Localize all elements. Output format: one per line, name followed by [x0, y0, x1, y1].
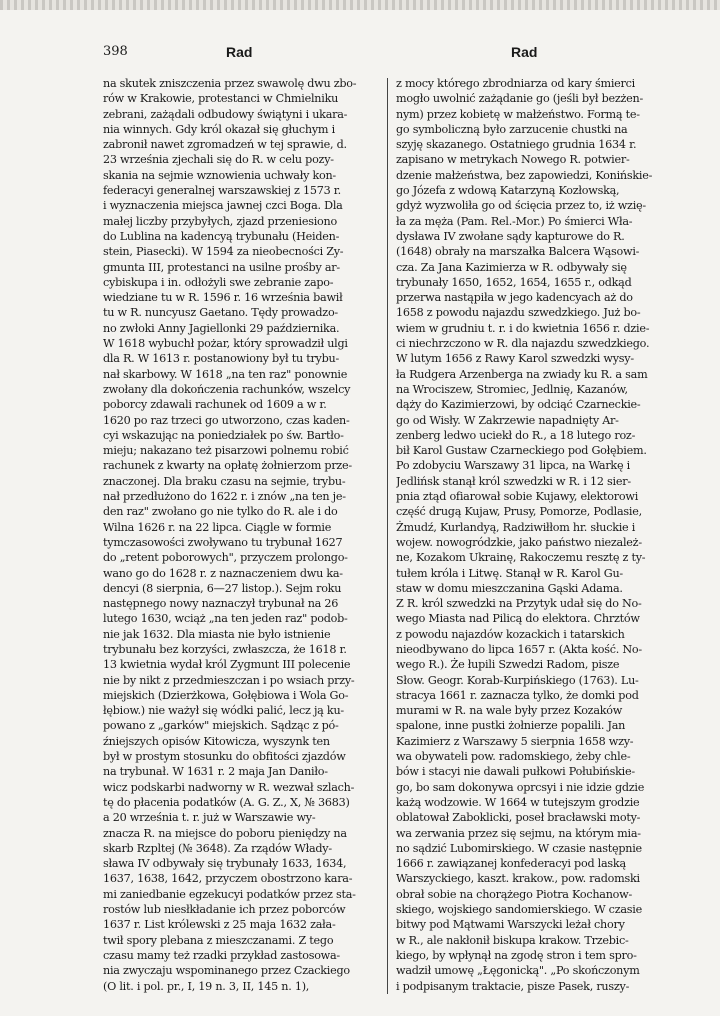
text-line: a 20 września t. r. już w Warszawie wy- — [103, 811, 316, 825]
text-line: z mocy którego zbrodniarza od kary śmierci — [396, 77, 635, 90]
text-line: kiego, by wpłynął na zgodę stron i tem spro- — [396, 948, 637, 962]
text-line: wano go do 1628 r. z naznaczeniem dwu ka- — [103, 566, 343, 580]
text-line: ci niechrzczono w R. dla najazdu szwedzkiego. — [396, 337, 650, 351]
text-line: nał skarbowy. W 1618 „na ten raz" ponownie — [103, 367, 348, 381]
text-line: następnego nowy naznaczył trybunał na 26 — [103, 597, 339, 611]
running-head-right: Rad — [511, 44, 538, 60]
text-line: mi zaniedbanie egzekucyi podatków przez sta- — [103, 887, 356, 901]
text-line: bił Karol Gustaw Czarneckiego pod Gołębiem. — [396, 444, 647, 458]
text-line: do Lublina na kadencyą trybunału (Heiden- — [103, 229, 340, 243]
text-line: Jedlińsk stanął król szwedzki w R. i 12 sier- — [396, 474, 631, 488]
text-line: stein, Piasecki). W 1594 za nieobecności Zy- — [103, 245, 344, 259]
text-line: zabronił nawet zgromadzeń w tej sprawie, d. — [103, 138, 347, 152]
text-line: murami w R. na wale były przez Kozaków — [396, 704, 623, 718]
text-line: nieodbywano do lipca 1657 r. (Akta kość. No- — [396, 642, 642, 656]
text-line: dzenie małżeństwa, bez zapowiedzi, Konińskie- — [396, 168, 653, 182]
text-line: dąży do Kazimierzowi, by odciąć Czarneckie- — [396, 398, 641, 412]
text-line: przerwa nastąpiła w jego kadencyach aż do — [396, 291, 633, 305]
scan-edge-band — [0, 0, 720, 10]
text-line: bów i stacyi nie dawali pułkowi Połubińskie- — [396, 765, 635, 779]
text-line: stracya 1661 r. zaznacza tylko, że domki pod — [396, 688, 639, 702]
text-line: łębiow.) nie ważył się wódki palić, lecz ją ku- — [103, 704, 344, 718]
text-line: go Józefa z wdową Katarzyną Kozłowską, — [396, 184, 620, 198]
text-line: cza. Za Jana Kazimierza w R. odbywały się — [396, 260, 627, 274]
text-line: gdyż wyzwoliła go od ścięcia przez to, iż wzię- — [396, 199, 646, 213]
text-line: Kazimierz z Warszawy 5 sierpnia 1658 wzy- — [396, 734, 634, 748]
text-line: Wilna 1626 r. na 22 lipca. Ciągle w formie — [103, 520, 332, 534]
text-line: Warszyckiego, kaszt. krakow., pow. radomski — [396, 872, 640, 886]
text-line: wiem w grudniu t. r. i do kwietnia 1656 r. dzie- — [396, 321, 650, 335]
text-line: małej liczby przybyłych, zjazd przeniesiono — [103, 214, 337, 228]
text-line: zebrani, zażądali odbudowy świątyni i ukara- — [103, 107, 348, 121]
text-line: (O lit. i pol. pr., I, 19 n. 3, II, 145 n. 1), — [103, 979, 310, 993]
text-line: Po zdobyciu Warszawy 31 lipca, na Warkę i — [396, 459, 630, 473]
text-line: rostów lub niesłkładanie ich przez poborców — [103, 903, 346, 917]
text-line: wego Miasta nad Pilicą do elektora. Chrztów — [396, 612, 640, 626]
text-line: trybunały 1650, 1652, 1654, 1655 r., odkąd — [396, 275, 632, 289]
text-line: 23 września zjechali się do R. w celu pozy- — [103, 153, 334, 167]
text-line: nie by nikt z przedmieszczan i po wsiach przy- — [103, 673, 355, 687]
text-line: nia zwyczaju wspominanego przez Czackiego — [103, 964, 350, 978]
text-line: federacyi generalnej warszawskiej z 1573 r. — [103, 184, 341, 198]
text-line: go, bo sam dokonywa oprcsyi i nie idzie gdzie — [396, 780, 645, 794]
text-line: ne, Kozakom Ukrainę, Rakoczemu resztę z ty- — [396, 551, 646, 565]
text-line: 1620 po raz trzeci go utworzono, czas kaden- — [103, 413, 350, 427]
text-line: 1666 r. zawiązanej konfederacyi pod laską — [396, 857, 626, 871]
text-line: wojew. nowogródzkie, jako państwo niezależ- — [396, 535, 642, 549]
text-line: znacza R. na miejsce do poboru pieniędzy na — [103, 826, 347, 840]
text-line: skiego, wojskiego sandomierskiego. W czasie — [396, 903, 642, 917]
text-line: W 1618 wybuchł pożar, który sprowadził ulgi — [103, 337, 348, 351]
text-line: den raz" zwołano go nie tylko do R. ale i do — [103, 505, 338, 519]
text-line: w R., ale nakłonił biskupa krakow. Trzebic- — [396, 933, 629, 947]
text-line: zenberg ledwo uciekł do R., a 18 lutego roz- — [396, 428, 636, 442]
text-line: lutego 1630, wciąż „na ten jeden raz" podob- — [103, 612, 348, 626]
page-number: 398 — [103, 44, 128, 59]
text-line: do „retent poborowych", przyczem prolongo- — [103, 551, 348, 565]
running-head-left: Rad — [226, 44, 253, 60]
text-line: poborcy zdawali rachunek od 1609 a w r. — [103, 398, 327, 412]
text-line: gmunta III, protestanci na usilne prośby ar- — [103, 260, 340, 274]
text-line: bitwy pod Mątwami Warszycki leżał chory — [396, 918, 625, 932]
text-line: na skutek zniszczenia przez swawolę dwu zbo- — [103, 77, 357, 90]
text-line: no zwłoki Anny Jagiellonki 29 października. — [103, 321, 340, 335]
text-line: ła Rudgera Arzenberga na zwiady ku R. a sam — [396, 367, 648, 381]
text-line: 13 kwietnia wydał król Zygmunt III polecenie — [103, 658, 351, 672]
text-line: nał przedłużono do 1622 r. i znów „na ten je- — [103, 490, 346, 504]
text-line: wa zerwania przez się sejmu, na którym mia- — [396, 826, 641, 840]
text-line: ła za męża (Pam. Rel.-Mor.) Po śmierci Wła- — [396, 214, 633, 228]
page-header — [0, 44, 720, 64]
text-line: dencyi (8 sierpnia, 6—27 listop.). Sejm roku — [103, 581, 342, 595]
text-line: twił spory plebana z mieszczanami. Z tego — [103, 933, 334, 947]
text-line: nia winnych. Gdy król okazał się głuchym i — [103, 122, 335, 136]
text-line: Słow. Geogr. Korab-Kurpińskiego (1763). Lu- — [396, 673, 639, 687]
text-line: trybunału bez korzyści, zwłaszcza, że 1618 r. — [103, 642, 347, 656]
text-line: wego R.). Że łupili Szwedzi Radom, pisze — [396, 658, 620, 672]
text-line: i wyznaczenia miejsca jawnej czci Boga. Dla — [103, 199, 343, 213]
text-line: źniejszych opisów Kitowicza, wyszynk ten — [103, 734, 330, 748]
text-line: oblatował Zaboklicki, poseł bracławski moty- — [396, 811, 641, 825]
text-line: znaczonej. Dla braku czasu na sejmie, trybu- — [103, 474, 346, 488]
text-line: zapisano w metrykach Nowego R. potwier- — [396, 153, 630, 167]
text-line: spalone, inne pustki żołnierze popalili. Jan — [396, 719, 626, 733]
text-column-right — [396, 76, 676, 1006]
text-line: sława IV odbywały się trybunały 1633, 1634, — [103, 857, 347, 871]
text-line: dysława IV zwołane sądy kapturowe do R. — [396, 229, 625, 243]
text-line: mogło uwolnić zażądanie go (jeśli był bezżen- — [396, 92, 643, 106]
text-line: go od Wisły. W Zakrzewie napadnięty Ar- — [396, 413, 619, 427]
text-line: część drugą Kujaw, Prusy, Pomorze, Podlasie, — [396, 505, 642, 519]
text-line: tę do płacenia podatków (A. G. Z., X, № 3683) — [103, 795, 350, 809]
text-line: powano z „garków" miejskich. Sądząc z pó- — [103, 719, 339, 733]
text-line: cybiskupa i in. odłożyli swe zebranie zapo- — [103, 275, 334, 289]
text-line: wadził umowę „Łęgonicką". „Po skończonym — [396, 964, 640, 978]
text-line: no sądzić Lubomirskiego. W czasie następnie — [396, 841, 642, 855]
text-line: Żmudź, Kurlandyą, Radziwiłłom hr. słuckie i — [396, 520, 636, 534]
text-line: Z R. król szwedzki na Przytyk udał się do No- — [396, 597, 642, 611]
text-column-left — [103, 76, 383, 1006]
text-line: był w prostym stosunku do obfitości zjazdów — [103, 750, 346, 764]
text-line: cyi wskazując na poniedziałek po św. Bartło- — [103, 428, 344, 442]
text-line: mieju; nakazano też pisarzowi polnemu robić — [103, 444, 349, 458]
text-line: szyję skazanego. Ostatniego grudnia 1634 r. — [396, 138, 637, 152]
column-divider — [387, 78, 388, 994]
text-line: dla R. W 1613 r. postanowiony był tu trybu- — [103, 352, 340, 366]
text-line: skarb Rzpltej (№ 3648). Za rządów Włady- — [103, 841, 332, 855]
text-line: i podpisanym traktacie, pisze Pasek, ruszy- — [396, 979, 630, 993]
text-line: nie jak 1632. Dla miasta nie było istnienie — [103, 627, 331, 641]
text-line: każą wodzowie. W 1664 w tutejszym grodzie — [396, 795, 640, 809]
text-line: wicz podskarbi nadworny w R. wezwał szlach- — [103, 780, 355, 794]
text-line: rów w Krakowie, protestanci w Chmielniku — [103, 92, 339, 106]
text-line: 1658 z powodu najazdu szwedzkiego. Już bo- — [396, 306, 641, 320]
text-line: obrał sobie na chorążego Piotra Kochanow- — [396, 887, 633, 901]
text-line: staw w domu mieszczanina Gąski Adama. — [396, 581, 623, 595]
text-line: 1637 r. List królewski z 25 maja 1632 zała- — [103, 918, 336, 932]
text-line: 1637, 1638, 1642, przyczem obostrzono kara- — [103, 872, 353, 886]
text-line: nym) przez kobietę w małżeństwo. Formą te- — [396, 107, 640, 121]
text-line: (1648) obrały na marszałka Balcera Wąsowi- — [396, 245, 640, 259]
text-line: rachunek z kwarty na opłatę żołnierzom prze- — [103, 459, 352, 473]
text-line: czasu mamy też rzadki przykład zastosowa- — [103, 948, 340, 962]
text-line: W lutym 1656 z Rawy Karol szwedzki wysy- — [396, 352, 634, 366]
text-line: na Wrociszew, Stromiec, Jedlnię, Kazanów, — [396, 382, 628, 396]
text-line: wa obywateli pow. radomskiego, żeby chle- — [396, 750, 631, 764]
text-line: tu w R. nuncyusz Gaetano. Tędy prowadzo- — [103, 306, 338, 320]
text-line: na trybunał. W 1631 r. 2 maja Jan Daniło- — [103, 765, 328, 779]
text-line: wiedziane tu w R. 1596 r. 16 września bawił — [103, 291, 343, 305]
text-line: tułem króla i Litwę. Stanął w R. Karol Gu- — [396, 566, 623, 580]
text-line: skania na sejmie wznowienia uchwały kon- — [103, 168, 336, 182]
text-line: pnia ztąd ofiarował sobie Kujawy, elektorowi — [396, 490, 639, 504]
text-line: zwołany dla dokończenia rachunków, wszelcy — [103, 382, 351, 396]
text-line: z powodu najazdów kozackich i tatarskich — [396, 627, 625, 641]
text-line: tymczasowości zwoływano tu trybunał 1627 — [103, 535, 343, 549]
text-line: miejskich (Dzierżkowa, Gołębiowa i Wola Go- — [103, 688, 349, 702]
text-line: go symboliczną było zarzucenie chustki na — [396, 122, 628, 136]
